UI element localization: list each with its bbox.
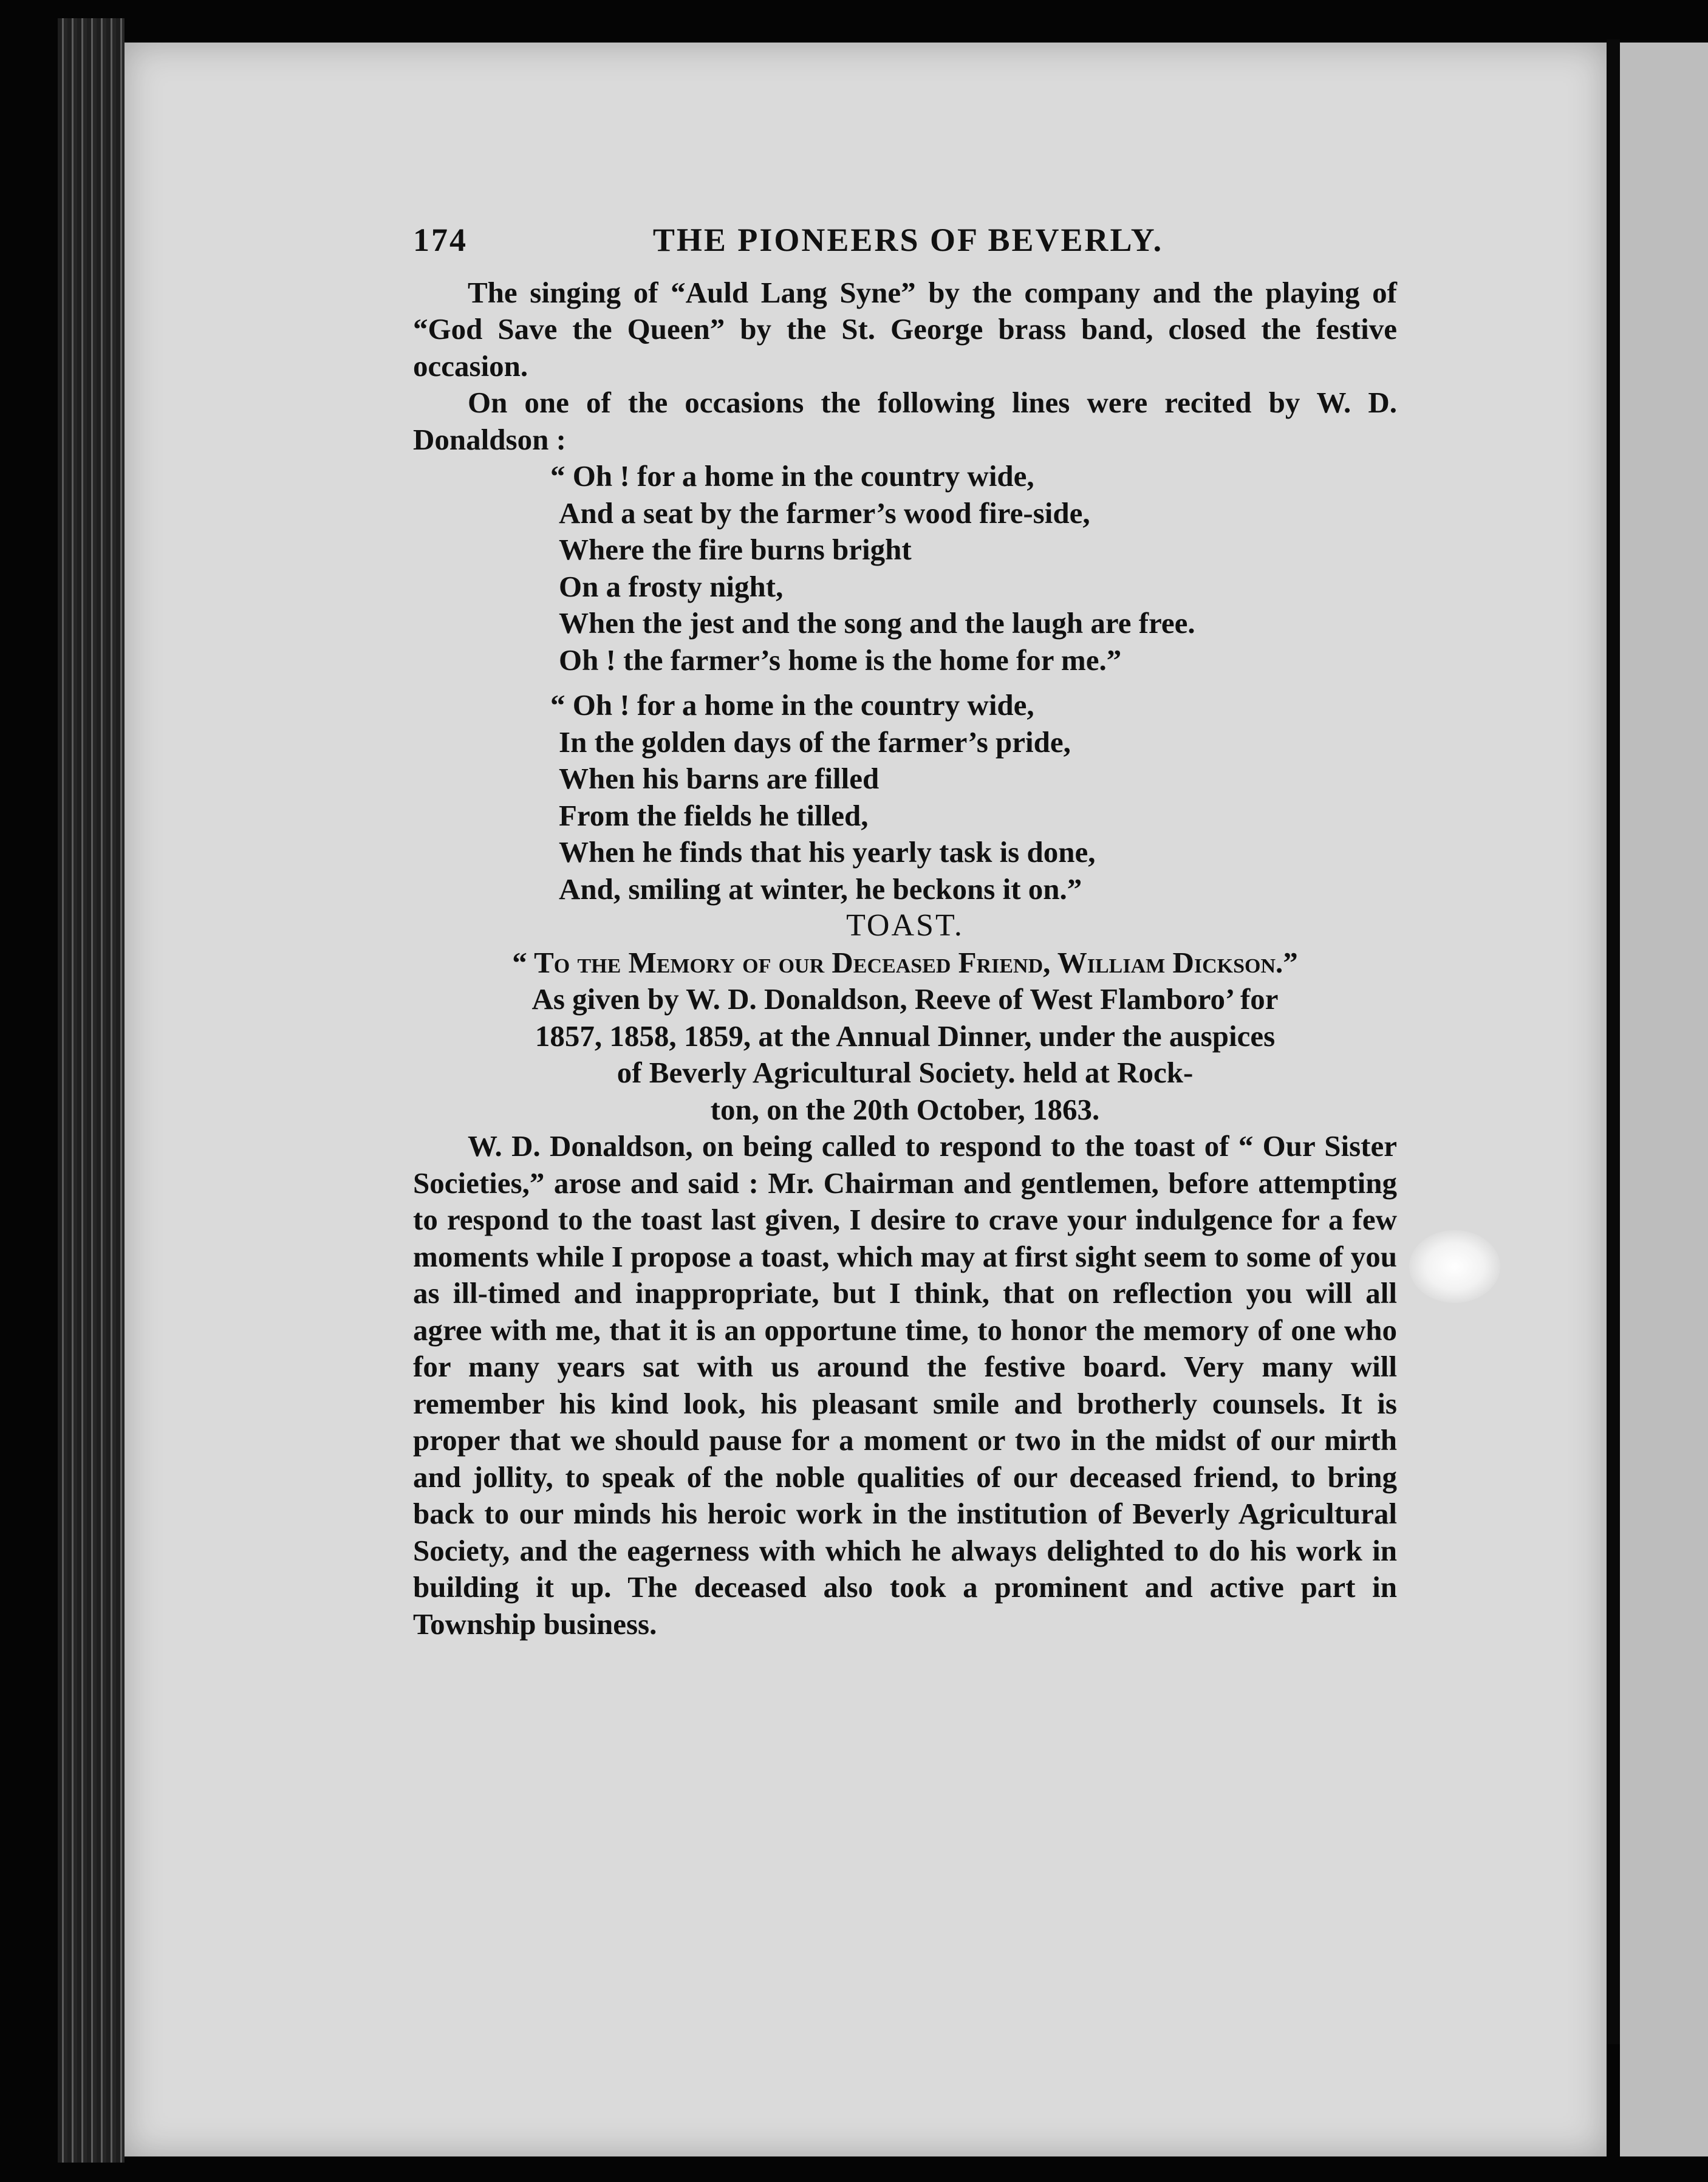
paper-stain [1409, 1230, 1500, 1303]
attribution-line: As given by W. D. Donaldson, Reeve of West Flamboro’ for [531, 982, 1279, 1016]
toast-heading: TOAST. [846, 908, 964, 943]
page-text [413, 222, 1397, 1643]
recitation-intro: On one of the occasions the following lines were recited by W. D. Donaldson : [413, 386, 1397, 456]
attribution-line: ton, on the 20th October, 1863. [710, 1092, 1100, 1126]
closing-paragraph: The singing of “Auld Lang Syne” by the company and the playing of “God Save the Queen” by the St. George brass band, closed the festive occasion. [413, 275, 1397, 383]
poem-line: In the golden days of the farmer’s pride, [559, 725, 1071, 759]
poem-line: And, smiling at winter, he beckons it on.” [559, 872, 1082, 906]
toast-attribution [413, 981, 1397, 1128]
poem-line: When his barns are filled [559, 762, 880, 795]
poem-line: And a seat by the farmer’s wood fire-side, [559, 496, 1090, 530]
poem-stanza-2 [550, 687, 1397, 908]
poem-line: When he finds that his yearly task is done, [559, 835, 1096, 869]
poem-stanza-1 [550, 458, 1397, 679]
poem-line: Oh ! the farmer’s home is the home for me.” [559, 643, 1122, 677]
poem-line: From the fields he tilled, [559, 798, 869, 832]
book-page-edges [58, 18, 125, 2163]
speech-paragraph: W. D. Donaldson, on being called to respond to the toast of “ Our Sister Societies,” arose and said : Mr. Chairman and gentlemen, before attempting to respond to the toast last given, I desire to crave your indulgence for a few moments while I propose a toast, which may at first sight seem to some of you as ill-timed and inappropriate, but I think, that on reflection you will all agree with me, that it is an opportune time, to honor the memory of one who for many years sat with us around the festive board. Very many will remember his kind look, his pleasant smile and brotherly counsels. It is proper that we should pause for a moment or two in the midst of our mirth and jollity, to speak of the noble qualities of our deceased friend, to bring back to our minds his heroic work in the institution of Beverly Agricultural Society, and the eagerness with which he always delighted to do his work in building it up. The deceased also took a prominent and active part in Township business. [413, 1129, 1397, 1641]
toast-dedication: “ To the Memory of our Deceased Friend, William Dickson.” [512, 945, 1298, 979]
attribution-line: 1857, 1858, 1859, at the Annual Dinner, under the auspices [535, 1019, 1276, 1053]
poem-line: “ Oh ! for a home in the country wide, [550, 688, 1034, 722]
running-title: THE PIONEERS OF BEVERLY. [652, 222, 1164, 258]
poem-line: When the jest and the song and the laugh are free. [559, 606, 1195, 640]
poem-line: “ Oh ! for a home in the country wide, [550, 459, 1034, 493]
next-page-edge [1620, 43, 1708, 2156]
page-gutter [1607, 39, 1620, 2044]
attribution-line: of Beverly Agricultural Society. held at Rock- [617, 1056, 1194, 1089]
running-header [413, 222, 1397, 259]
poem-line: On a frosty night, [559, 569, 784, 603]
poem-line: Where the fire burns bright [559, 533, 912, 566]
page-number: 174 [413, 222, 468, 258]
